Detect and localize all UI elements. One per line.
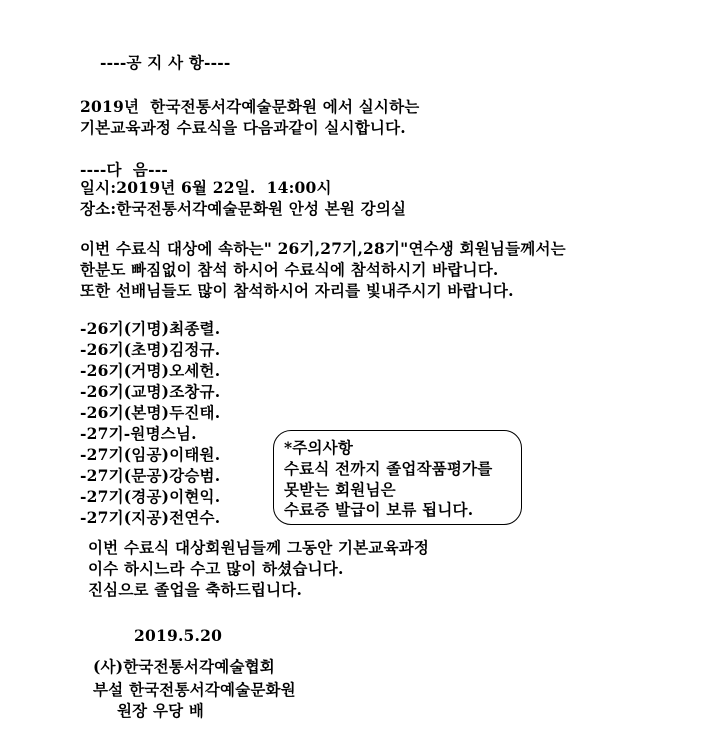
graduate-item: -27기(지공)전연수. xyxy=(80,508,221,527)
caution-line-2: 못받는 회원님은 xyxy=(284,480,396,499)
graduate-item: -26기(교명)조창규. xyxy=(80,382,221,401)
graduate-item: -27기(임공)이태원. xyxy=(80,445,221,464)
intro-line-1: 2019년 한국전통서각예술문화원 에서 실시하는 xyxy=(80,97,420,116)
notice-title: ----공 지 사 항---- xyxy=(100,53,231,72)
issue-date: 2019.5.20 xyxy=(134,626,223,645)
caution-line-3: 수료증 발급이 보류 됩니다. xyxy=(284,500,474,519)
graduate-item: -27기(경공)이현익. xyxy=(80,487,221,506)
graduate-item: -26기(본명)두진태. xyxy=(80,403,221,422)
datetime-line: 일시:2019년 6월 22일. 14:00시 xyxy=(80,178,332,197)
closing-line-2: 이수 하시느라 수고 많이 하셨습니다. xyxy=(88,559,344,578)
caution-title: *주의사항 xyxy=(284,438,353,457)
details-header: ----다 음--- xyxy=(80,160,168,179)
intro-line-2: 기본교육과정 수료식을 다음과같이 실시합니다. xyxy=(80,118,406,137)
caution-line-1: 수료식 전까지 졸업작품평가를 xyxy=(284,459,493,478)
graduate-item: -26기(기명)최종렬. xyxy=(80,319,221,338)
graduate-item: -27기-원명스님. xyxy=(80,424,197,443)
signature-line-1: (사)한국전통서각예술협회 xyxy=(93,657,275,676)
request-line-3: 또한 선배님들도 많이 참석하시어 자리를 빛내주시기 바랍니다. xyxy=(80,281,514,300)
request-line-2: 한분도 빠짐없이 참석 하시어 수료식에 참석하시기 바랍니다. xyxy=(80,260,499,279)
request-line-1: 이번 수료식 대상에 속하는" 26기,27기,28기"연수생 회원님들께서는 xyxy=(80,239,566,258)
graduate-item: -26기(거명)오세헌. xyxy=(80,361,221,380)
signature-line-3: 원장 우당 배 xyxy=(117,701,205,720)
graduate-item: -27기(문공)강승범. xyxy=(80,466,221,485)
signature-line-2: 부설 한국전통서각예술문화원 xyxy=(93,680,296,699)
closing-line-1: 이번 수료식 대상회원님들께 그동안 기본교육과정 xyxy=(88,538,430,557)
place-line: 장소:한국전통서각예술문화원 안성 본원 강의실 xyxy=(80,199,407,218)
graduate-item: -26기(초명)김정규. xyxy=(80,340,221,359)
caution-note-box xyxy=(273,430,522,525)
closing-line-3: 진심으로 졸업을 축하드립니다. xyxy=(88,580,303,599)
